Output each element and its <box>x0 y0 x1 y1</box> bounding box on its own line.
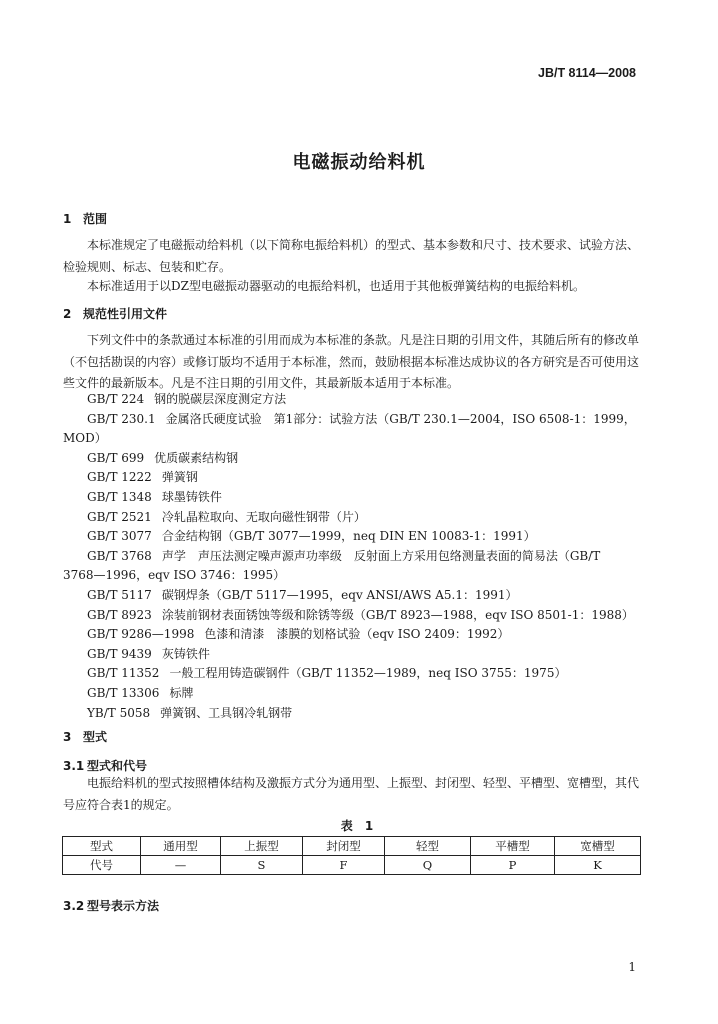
reference-item <box>63 684 641 704</box>
table-cell: 通用型 <box>141 837 221 856</box>
section-3-1-heading <box>63 757 147 774</box>
reference-item <box>63 390 641 410</box>
reference-title: 灰铸铁件 <box>161 646 210 661</box>
reference-item <box>63 410 641 430</box>
section-title: 规范性引用文件 <box>83 307 168 321</box>
reference-title: 合金结构钢（GB/T 3077—1999，neq DIN EN 10083-1：1991） <box>161 529 536 544</box>
reference-code: GB/T 8923 <box>87 607 152 622</box>
reference-title: 标牌 <box>169 685 194 700</box>
table-cell: P <box>471 856 555 875</box>
reference-list <box>63 390 641 723</box>
reference-code: GB/T 1222 <box>87 470 152 485</box>
reference-title: 弹簧钢、工具钢冷轧钢带 <box>160 705 293 720</box>
section-number: 3.2 <box>63 899 85 913</box>
section-number: 3.1 <box>63 759 85 773</box>
reference-continuation: 3768—1996，eqv ISO 3746：1995） <box>63 568 286 583</box>
reference-code: GB/T 5117 <box>87 587 152 602</box>
reference-code: GB/T 11352 <box>87 666 160 681</box>
reference-title: 一般工程用铸造碳钢件（GB/T 11352—1989，neq ISO 3755：1975） <box>169 666 567 681</box>
reference-code: GB/T 230.1 <box>87 411 156 426</box>
section-number: 1 <box>63 212 72 226</box>
reference-title: 球墨铸铁件 <box>161 489 222 504</box>
table-row <box>63 856 641 875</box>
section-3-heading <box>63 728 107 745</box>
type-code-table <box>62 836 641 875</box>
table-cell: 上振型 <box>221 837 303 856</box>
table-cell: F <box>303 856 385 875</box>
reference-item <box>63 625 641 645</box>
table-cell: 宽槽型 <box>555 837 641 856</box>
reference-item <box>63 704 641 724</box>
reference-item <box>63 547 641 567</box>
page-number: 1 <box>628 960 636 974</box>
section-title: 型号表示方法 <box>87 899 160 913</box>
reference-code: GB/T 224 <box>87 392 145 406</box>
scope-paragraph-1: 本标准规定了电磁振动给料机（以下简称电振给料机）的型式、基本参数和尺寸、技术要求、试验方法、检验规则、标志、包装和贮存。 <box>63 238 640 274</box>
table-cell: Q <box>385 856 471 875</box>
normative-intro-paragraph: 下列文件中的条款通过本标准的引用而成为本标准的条款。凡是注日期的引用文件，其随后所有的修改单（不包括勘误的内容）或修订版均不适用于本标准，然而，鼓励根据本标准达成协议的各方研究是否可使用这些文件的最新版本。凡是不注日期的引用文件，其最新版本适用于本标准。 <box>63 333 640 390</box>
table-cell: S <box>221 856 303 875</box>
reference-item <box>63 468 641 488</box>
table-cell: 代号 <box>63 856 141 875</box>
type-paragraph: 电振给料机的型式按照槽体结构及激振方式分为通用型、上振型、封闭型、轻型、平槽型、宽槽型，其代号应符合表1的规定。 <box>63 776 640 812</box>
section-1-heading <box>63 210 107 227</box>
reference-item <box>63 527 641 547</box>
reference-code: GB/T 2521 <box>87 509 152 524</box>
reference-title: 碳钢焊条（GB/T 5117—1995，eqv ANSI/AWS A5.1：1991） <box>161 587 518 602</box>
reference-title: 色漆和清漆 漆膜的划格试验（eqv ISO 2409：1992） <box>204 627 510 642</box>
section-title: 型式和代号 <box>87 759 148 773</box>
table-cell: K <box>555 856 641 875</box>
reference-item <box>63 664 641 684</box>
reference-continuation: MOD） <box>63 431 107 446</box>
reference-title: 声学 声压法测定噪声源声功率级 反射面上方采用包络测量表面的简易法（GB/T <box>161 548 601 563</box>
standard-code: JB/T 8114—2008 <box>538 66 636 80</box>
table-cell: 封闭型 <box>303 837 385 856</box>
scope-paragraph-2: 本标准适用于以DZ型电磁振动器驱动的电振给料机，也适用于其他板弹簧结构的电振给料机。 <box>87 279 585 293</box>
table-cell: 轻型 <box>385 837 471 856</box>
section-title: 型式 <box>83 730 108 744</box>
table-cell: 型式 <box>63 837 141 856</box>
reference-code: GB/T 699 <box>87 450 145 465</box>
table-row <box>63 837 641 856</box>
reference-item <box>63 449 641 469</box>
table-cell: 平槽型 <box>471 837 555 856</box>
reference-item <box>63 586 641 606</box>
reference-title: 金属洛氏硬度试验 第1部分：试验方法（GB/T 230.1—2004，ISO 6508-1：1999， <box>165 411 636 426</box>
reference-code: GB/T 9286—1998 <box>87 627 195 642</box>
reference-title: 冷轧晶粒取向、无取向磁性钢带（片） <box>161 509 366 524</box>
table-caption: 表 1 <box>340 819 378 833</box>
reference-item <box>63 488 641 508</box>
reference-item <box>63 645 641 665</box>
reference-code: GB/T 9439 <box>87 646 152 661</box>
reference-title: 涂装前钢材表面锈蚀等级和除锈等级（GB/T 8923—1988，eqv ISO 8501-1：1988） <box>161 607 634 622</box>
reference-item <box>63 508 641 528</box>
reference-code: GB/T 13306 <box>87 685 160 700</box>
reference-title: 弹簧钢 <box>161 470 198 485</box>
document-title: 电磁振动给料机 <box>292 152 426 173</box>
reference-code: GB/T 3768 <box>87 548 152 563</box>
section-2-heading <box>63 305 167 322</box>
section-number: 2 <box>63 307 72 321</box>
reference-title: 优质碳素结构钢 <box>154 450 239 465</box>
reference-code: GB/T 1348 <box>87 489 152 504</box>
reference-title: 钢的脱碳层深度测定方法 <box>154 392 287 406</box>
table-cell: — <box>141 856 221 875</box>
section-number: 3 <box>63 730 72 744</box>
reference-code: GB/T 3077 <box>87 529 152 544</box>
reference-code: YB/T 5058 <box>87 705 151 720</box>
section-title: 范围 <box>83 212 108 226</box>
reference-item <box>63 606 641 626</box>
section-3-2-heading <box>63 897 159 914</box>
